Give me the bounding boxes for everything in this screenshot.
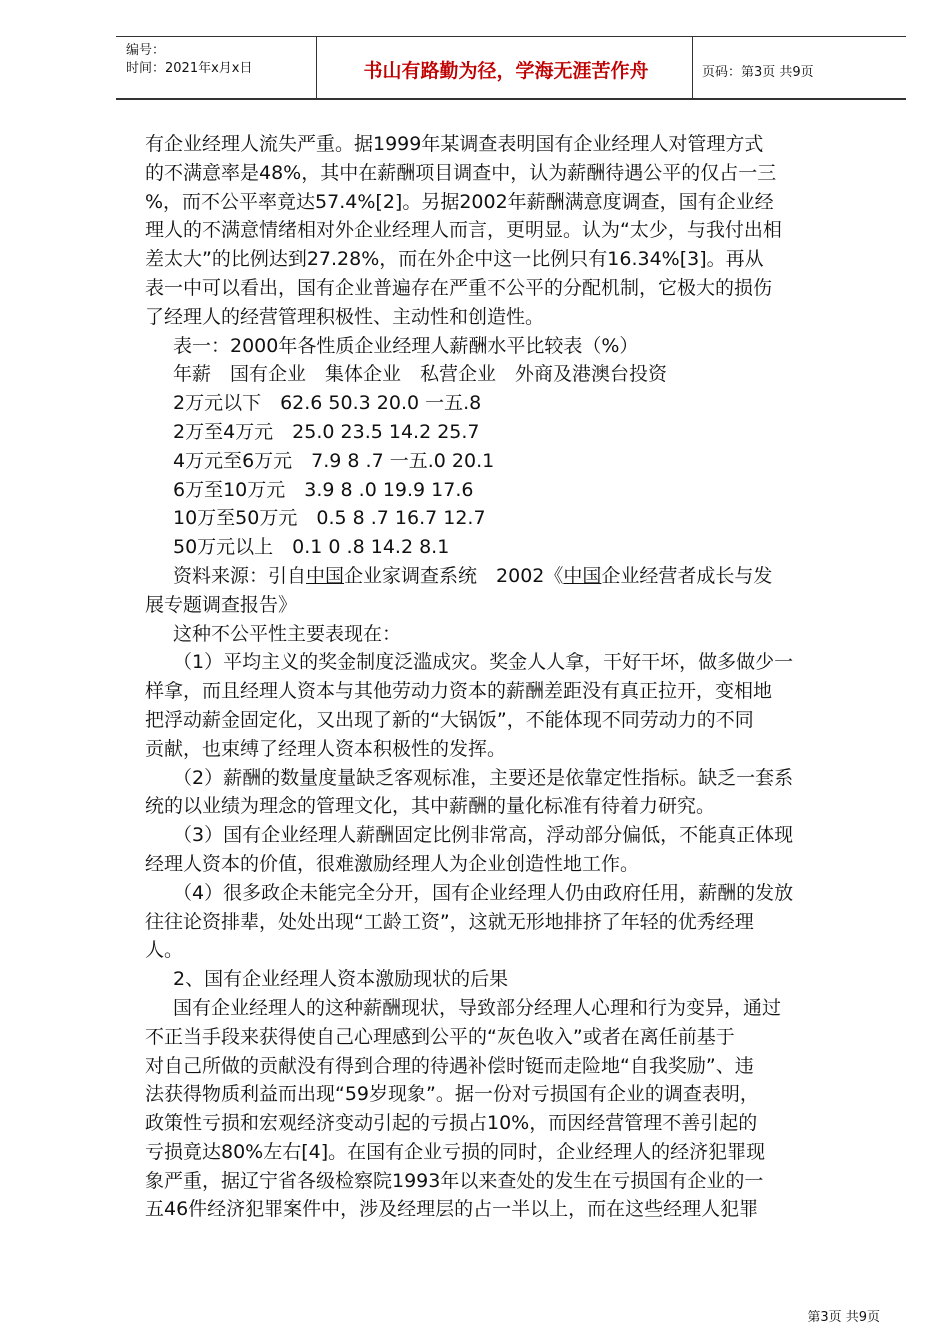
table-header: 年薪 国有企业 集体企业 私营企业 外商及港澳台投资 <box>173 363 668 386</box>
source-middle: 企业家调查系统 2002《 <box>344 564 564 587</box>
text-line: 了经理人的经营管理积极性、主动性和创造性。 <box>145 305 545 328</box>
text-line: 统的以业绩为理念的管理文化，其中薪酬的量化标准有待着力研究。 <box>145 795 716 818</box>
header-page-number: 页码：第3页 共9页 <box>702 65 814 80</box>
header-time: 时间：2021年x月x日 <box>126 61 253 76</box>
text-line: 差太大”的比例达到27.28%，而在外企中这一比例只有16.34%[3]。再从 <box>145 248 764 271</box>
header-bottom-rule <box>116 98 906 100</box>
page-header <box>116 36 906 100</box>
text-line: 展专题调查报告》 <box>145 593 298 616</box>
header-number: 编号： <box>126 43 166 58</box>
table-row: 6万至10万元 3.9 8 .0 19.9 17.6 <box>173 478 474 501</box>
text-line: 表一中可以看出，国有企业普遍存在严重不公平的分配机制，它极大的损伤 <box>145 276 773 299</box>
text-line: 往往论资排辈，处处出现“工龄工资”，这就无形地排挤了年轻的优秀经理 <box>145 910 754 933</box>
text-line: （2）薪酬的数量度量缺乏客观标准，主要还是依靠定性指标。缺乏一套系 <box>173 766 794 789</box>
source-link[interactable]: 中国 <box>563 564 602 587</box>
text-line: 贡献，也束缚了经理人资本积极性的发挥。 <box>145 737 507 760</box>
header-divider <box>692 36 693 100</box>
text-line: 政策性亏损和宏观经济变动引起的亏损占10%，而因经营管理不善引起的 <box>145 1112 758 1135</box>
text-line: 的不满意率是48%，其中在薪酬项目调查中，认为薪酬待遇公平的仅占一三 <box>145 161 777 184</box>
text-line: 法获得物质利益而出现“59岁现象”。据一份对亏损国有企业的调查表明， <box>145 1083 759 1106</box>
source-suffix: 企业经营者成长与发 <box>601 564 773 587</box>
table-row: 50万元以上 0.1 0 .8 14.2 8.1 <box>173 536 450 559</box>
source-prefix: 资料来源：引自 <box>173 564 307 587</box>
text-line: 国有企业经理人的这种薪酬现状，导致部分经理人心理和行为变异，通过 <box>173 996 782 1019</box>
text-line: （3）国有企业经理人薪酬固定比例非常高，浮动部分偏低，不能真正体现 <box>173 824 794 847</box>
text-line: （4）很多政企未能完全分开，国有企业经理人仍由政府任用，薪酬的发放 <box>173 881 794 904</box>
table-row: 2万元以下 62.6 50.3 20.0 一五.8 <box>173 392 482 415</box>
text-line: 经理人资本的价值，很难激励经理人为企业创造性地工作。 <box>145 852 640 875</box>
text-line: 亏损竟达80%左右[4]。在国有企业亏损的同时，企业经理人的经济犯罪现 <box>145 1140 766 1163</box>
text-line: 不正当手段来获得使自己心理感到公平的“灰色收入”或者在离任前基于 <box>145 1025 735 1048</box>
table-source <box>145 562 880 591</box>
text-line: 有企业经理人流失严重。据1999年某调查表明国有企业经理人对管理方式 <box>145 133 764 155</box>
text-line: 象严重，据辽宁省各级检察院1993年以来查处的发生在亏损国有企业的一 <box>145 1169 764 1192</box>
text-line: 样拿，而且经理人资本与其他劳动力资本的薪酬差距没有真正拉开，变相地 <box>145 680 773 703</box>
text-line: 五46件经济犯罪案件中，涉及经理层的占一半以上，而在这些经理人犯罪 <box>145 1198 759 1221</box>
page-footer: 第3页 共9页 <box>807 1310 880 1325</box>
header-top-rule <box>116 36 906 37</box>
header-motto: 书山有路勤为径，学海无涯苦作舟 <box>363 60 649 82</box>
intro-line: 这种不公平性主要表现在： <box>173 622 402 645</box>
text-line: 人。 <box>145 939 184 962</box>
header-divider <box>316 36 317 100</box>
text-line: 把浮动薪金固定化，又出现了新的“大锅饭”，不能体现不同劳动力的不同 <box>145 708 754 731</box>
table-row: 10万至50万元 0.5 8 .7 16.7 12.7 <box>173 507 486 530</box>
source-link[interactable]: 中国 <box>306 564 345 587</box>
document-body <box>145 130 880 1224</box>
header-meta <box>126 42 252 78</box>
section-heading: 2、国有企业经理人资本激励现状的后果 <box>173 968 509 991</box>
table-row: 2万至4万元 25.0 23.5 14.2 25.7 <box>173 420 480 443</box>
table-title: 表一：2000年各性质企业经理人薪酬水平比较表（%） <box>173 334 639 357</box>
text-line: %，而不公平率竟达57.4%[2]。另据2002年薪酬满意度调查，国有企业经 <box>145 190 774 213</box>
text-line: （1）平均主义的奖金制度泛滥成灾。奖金人人拿，干好干坏，做多做少一 <box>173 651 794 674</box>
text-line: 对自己所做的贡献没有得到合理的待遇补偿时铤而走险地“自我奖励”、违 <box>145 1054 754 1077</box>
text-line: 理人的不满意情绪相对外企业经理人而言，更明显。认为“太少，与我付出相 <box>145 219 782 242</box>
table-row: 4万元至6万元 7.9 8 .7 一五.0 20.1 <box>173 449 495 472</box>
